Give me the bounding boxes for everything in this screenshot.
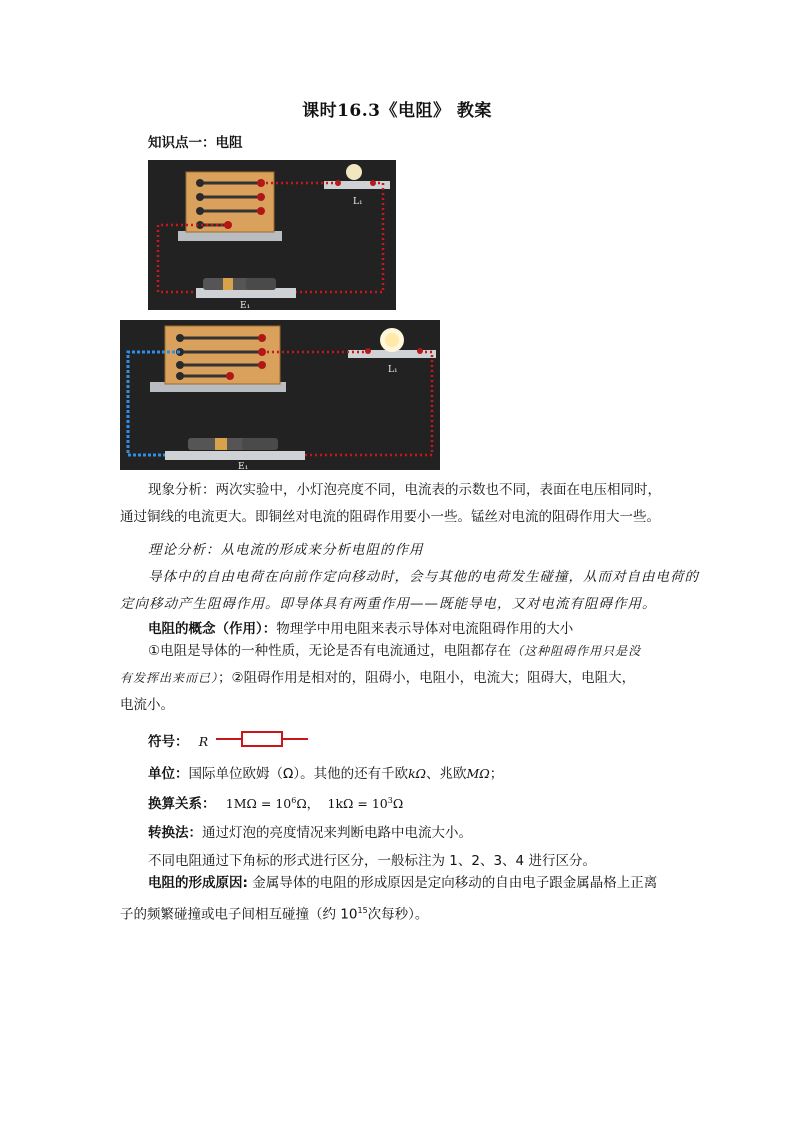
origin-text-2: 子的频繁碰撞或电子间相互碰撞（约 10	[120, 906, 358, 923]
concept-note-2: 有发挥出来而已）	[120, 671, 219, 685]
battery-label: E₁	[240, 301, 251, 310]
lamp-label: L₁	[388, 365, 398, 375]
circuit-figure-1	[148, 160, 396, 310]
conversion-method-lead: 转换法：	[148, 825, 202, 841]
phenomenon-text-2: 通过铜线的电流更大。即铜丝对电流的阻碍作用要小一些。锰丝对电流的阻碍作用大一些。	[120, 509, 660, 525]
conversion-method-text: 通过灯泡的亮度情况来判断电路中电流大小。	[202, 825, 472, 841]
concept-text: 物理学中用电阻来表示导体对电流阻碍作用的大小	[276, 621, 574, 637]
concept-lead: 电阻的概念（作用）：	[148, 621, 277, 637]
symbol-letter: R	[198, 734, 209, 749]
origin-exp: 15	[357, 906, 368, 915]
origin-text-3: 次每秒）。	[367, 906, 429, 923]
concept-items	[120, 638, 680, 719]
theory-line-1: 导体中的自由电荷在向前作定向移动时，会与其他的电荷发生碰撞，从而对自由电荷的	[148, 569, 699, 585]
subscript-note: 不同电阻通过下角标的形式进行区分，一般标注为 1、2、3、4 进行区分。	[148, 853, 596, 869]
unit-text-b: 、兆欧	[426, 766, 467, 782]
unit-line	[148, 762, 503, 782]
origin-text-1: 金属导体的电阻的形成原因是定向移动的自由电子跟金属晶格上正离	[247, 875, 658, 891]
origin-lead: 电阻的形成原因:	[148, 875, 248, 891]
symbol-lead: 符号：	[148, 734, 189, 750]
concept-item-1: ①电阻是导体的一种性质，无论是否有电流通过，电阻都存在	[148, 643, 512, 659]
concept-line	[148, 617, 573, 637]
battery-label: E₁	[238, 462, 249, 470]
kohm: kΩ	[408, 766, 427, 781]
unit-text-c: ；	[489, 766, 504, 782]
conversion-eq-2: $1k\Omega = 10^3\Omega$	[327, 795, 404, 811]
circuit-figure-2	[120, 320, 440, 470]
mohm: MΩ	[466, 766, 490, 781]
section-heading-resistance: 知识点一：电阻	[148, 135, 243, 151]
phenomenon-lead: 现象分析：	[148, 482, 216, 498]
concept-item-2: ；②阻碍作用是相对的，阻碍小，电阻小，电流大；阻碍大，电阻大，	[218, 670, 636, 686]
theory-heading: 理论分析：从电流的形成来分析电阻的作用	[148, 542, 424, 558]
conversion-line	[148, 792, 403, 812]
page-title: 课时16.3《电阻》 教案	[302, 101, 492, 121]
lamp-label: L₁	[353, 197, 363, 207]
phenomenon-text-1: 两次实验中，小灯泡亮度不同，电流表的示数也不同，表面在电压相同时，	[215, 482, 661, 498]
concept-item-2-end: 电流小。	[120, 697, 174, 713]
origin-paragraph	[120, 870, 680, 929]
unit-lead: 单位：	[148, 766, 189, 782]
concept-note: （这种阻碍作用只是没	[511, 644, 642, 658]
phenomenon-analysis	[120, 477, 680, 531]
symbol-line	[148, 730, 208, 750]
unit-text: 国际单位欧姆（Ω）。其他的还有千欧	[188, 766, 409, 782]
conversion-method-line	[148, 821, 472, 841]
conversion-eq-1: $1M\Omega = 10^6\Omega$，	[225, 795, 320, 811]
theory-line-2: 定向移动产生阻碍作用。即导体具有两重作用——既能导电，又对电流有阻碍作用。	[120, 596, 657, 612]
conversion-lead: 换算关系：	[148, 796, 216, 812]
resistor-symbol-icon	[216, 730, 308, 748]
